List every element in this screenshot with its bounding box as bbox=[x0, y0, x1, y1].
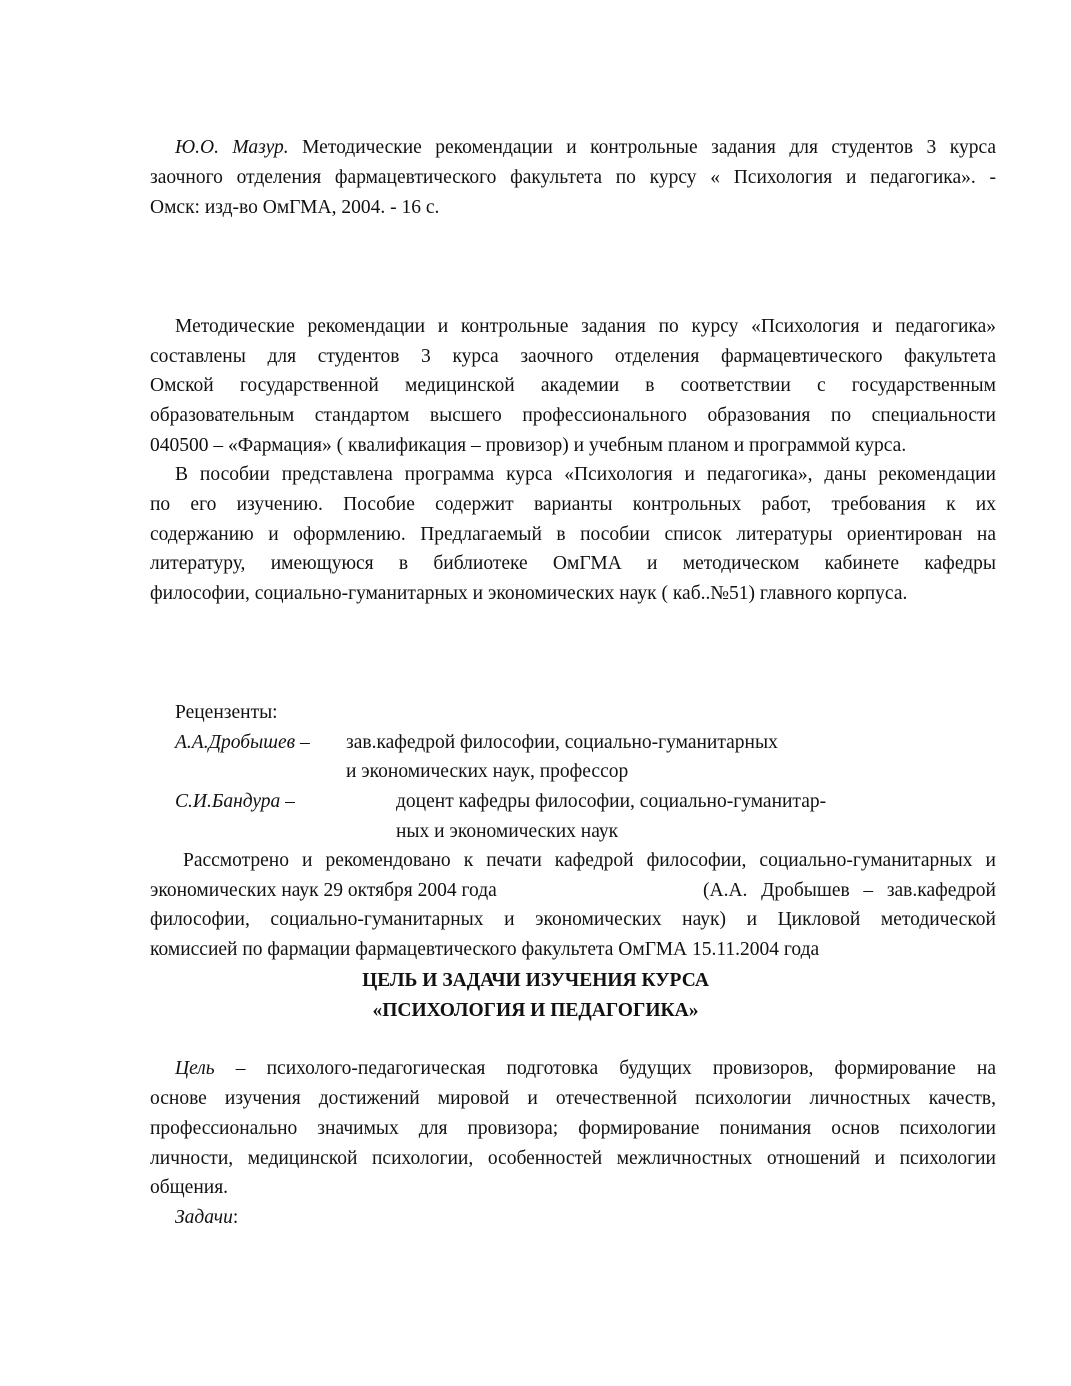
abstract-p2-line: по его изучению. Пособие содержит варианты контрольных работ, требования к их bbox=[150, 494, 996, 515]
abstract-p1-line: образовательным стандартом высшего профессионального образования по специальности bbox=[150, 405, 996, 426]
reviewers-heading: Рецензенты: bbox=[175, 702, 278, 723]
citation-title: Методические рекомендации и контрольные задания для студентов 3 курса bbox=[302, 137, 996, 158]
tasks-colon: : bbox=[232, 1207, 239, 1228]
section-title-line-2: «ПСИХОЛОГИЯ И ПЕДАГОГИКА» bbox=[372, 1000, 699, 1021]
reviewer-1-name bbox=[175, 728, 310, 758]
goal-line: основе изучения достижений мировой и отечественной психологии личностных качеств, bbox=[150, 1088, 996, 1109]
goal-line-1 bbox=[175, 1054, 996, 1084]
abstract-p1-line: 040500 – «Фармация» ( квалификация – провизор) и учебным планом и программой курса. bbox=[150, 435, 907, 456]
abstract-p2-line: философии, социально-гуманитарных и экономических наук ( каб..№51) главного корпуса. bbox=[150, 583, 908, 604]
goal-line: личности, медицинской психологии, особенностей межличностных отношений и психологии bbox=[150, 1148, 996, 1169]
abstract-p2-line: содержанию и оформлению. Предлагаемый в пособии список литературы ориентирован на bbox=[150, 524, 996, 545]
abstract-p2-line: В пособии представлена программа курса «Психология и педагогика», даны рекомендации bbox=[175, 464, 996, 485]
goal-line-last: общения. bbox=[150, 1177, 229, 1198]
section-title-line-1: ЦЕЛЬ И ЗАДАЧИ ИЗУЧЕНИЯ КУРСА bbox=[362, 970, 709, 991]
approval-line-4: комиссией по фармации фармацевтического факультета ОмГМА 15.11.2004 года bbox=[150, 939, 820, 960]
goal-text: – психолого-педагогическая подготовка будущих провизоров, формирование на bbox=[214, 1058, 996, 1079]
goal-label: Цель bbox=[175, 1058, 215, 1079]
reviewer-2-name bbox=[175, 787, 295, 817]
reviewer-2-name-text: С.И.Бандура – bbox=[175, 791, 295, 812]
abstract-p1-line: Омской государственной медицинской академии в соответствии с государственным bbox=[150, 375, 996, 396]
approval-approver: (А.А. Дробышев – зав.кафедрой bbox=[703, 880, 996, 901]
reviewer-1-title-line-2: и экономических наук, профессор bbox=[346, 761, 629, 782]
abstract-p1-line: Методические рекомендации и контрольные задания по курсу «Психология и педагогика» bbox=[175, 316, 996, 337]
citation-author: Ю.О. Мазур. bbox=[175, 137, 289, 158]
citation-line-1 bbox=[175, 133, 996, 163]
abstract-p2-line: литературу, имеющуюся в библиотеке ОмГМА и методическом кабинете кафедры bbox=[150, 553, 996, 574]
reviewer-1-name-text: А.А.Дробышев – bbox=[175, 732, 310, 753]
approval-line-3: философии, социально-гуманитарных и экономических наук) и Цикловой методической bbox=[150, 909, 996, 930]
approval-date: экономических наук 29 октября 2004 года bbox=[150, 880, 497, 901]
approval-line-1: Рассмотрено и рекомендовано к печати кафедрой философии, социально-гуманитарных и bbox=[183, 850, 996, 871]
goal-line: профессионально значимых для провизора; формирование понимания основ психологии bbox=[150, 1118, 996, 1139]
abstract-p1-line: составлены для студентов 3 курса заочного отделения фармацевтического факультета bbox=[150, 346, 996, 367]
citation-line-3: Омск: изд-во ОмГМА, 2004. - 16 с. bbox=[150, 197, 440, 218]
reviewer-2-title-line-2: ных и экономических наук bbox=[396, 821, 619, 842]
reviewer-2-title-line-1: доцент кафедры философии, социально-гуманитар- bbox=[396, 791, 827, 812]
reviewer-1-title-line-1: зав.кафедрой философии, социально-гуманитарных bbox=[346, 732, 778, 753]
tasks-label-text: Задачи bbox=[175, 1207, 233, 1228]
citation-line-2: заочного отделения фармацевтического факультета по курсу « Психология и педагогика». - bbox=[150, 167, 996, 188]
tasks-label bbox=[175, 1203, 238, 1233]
